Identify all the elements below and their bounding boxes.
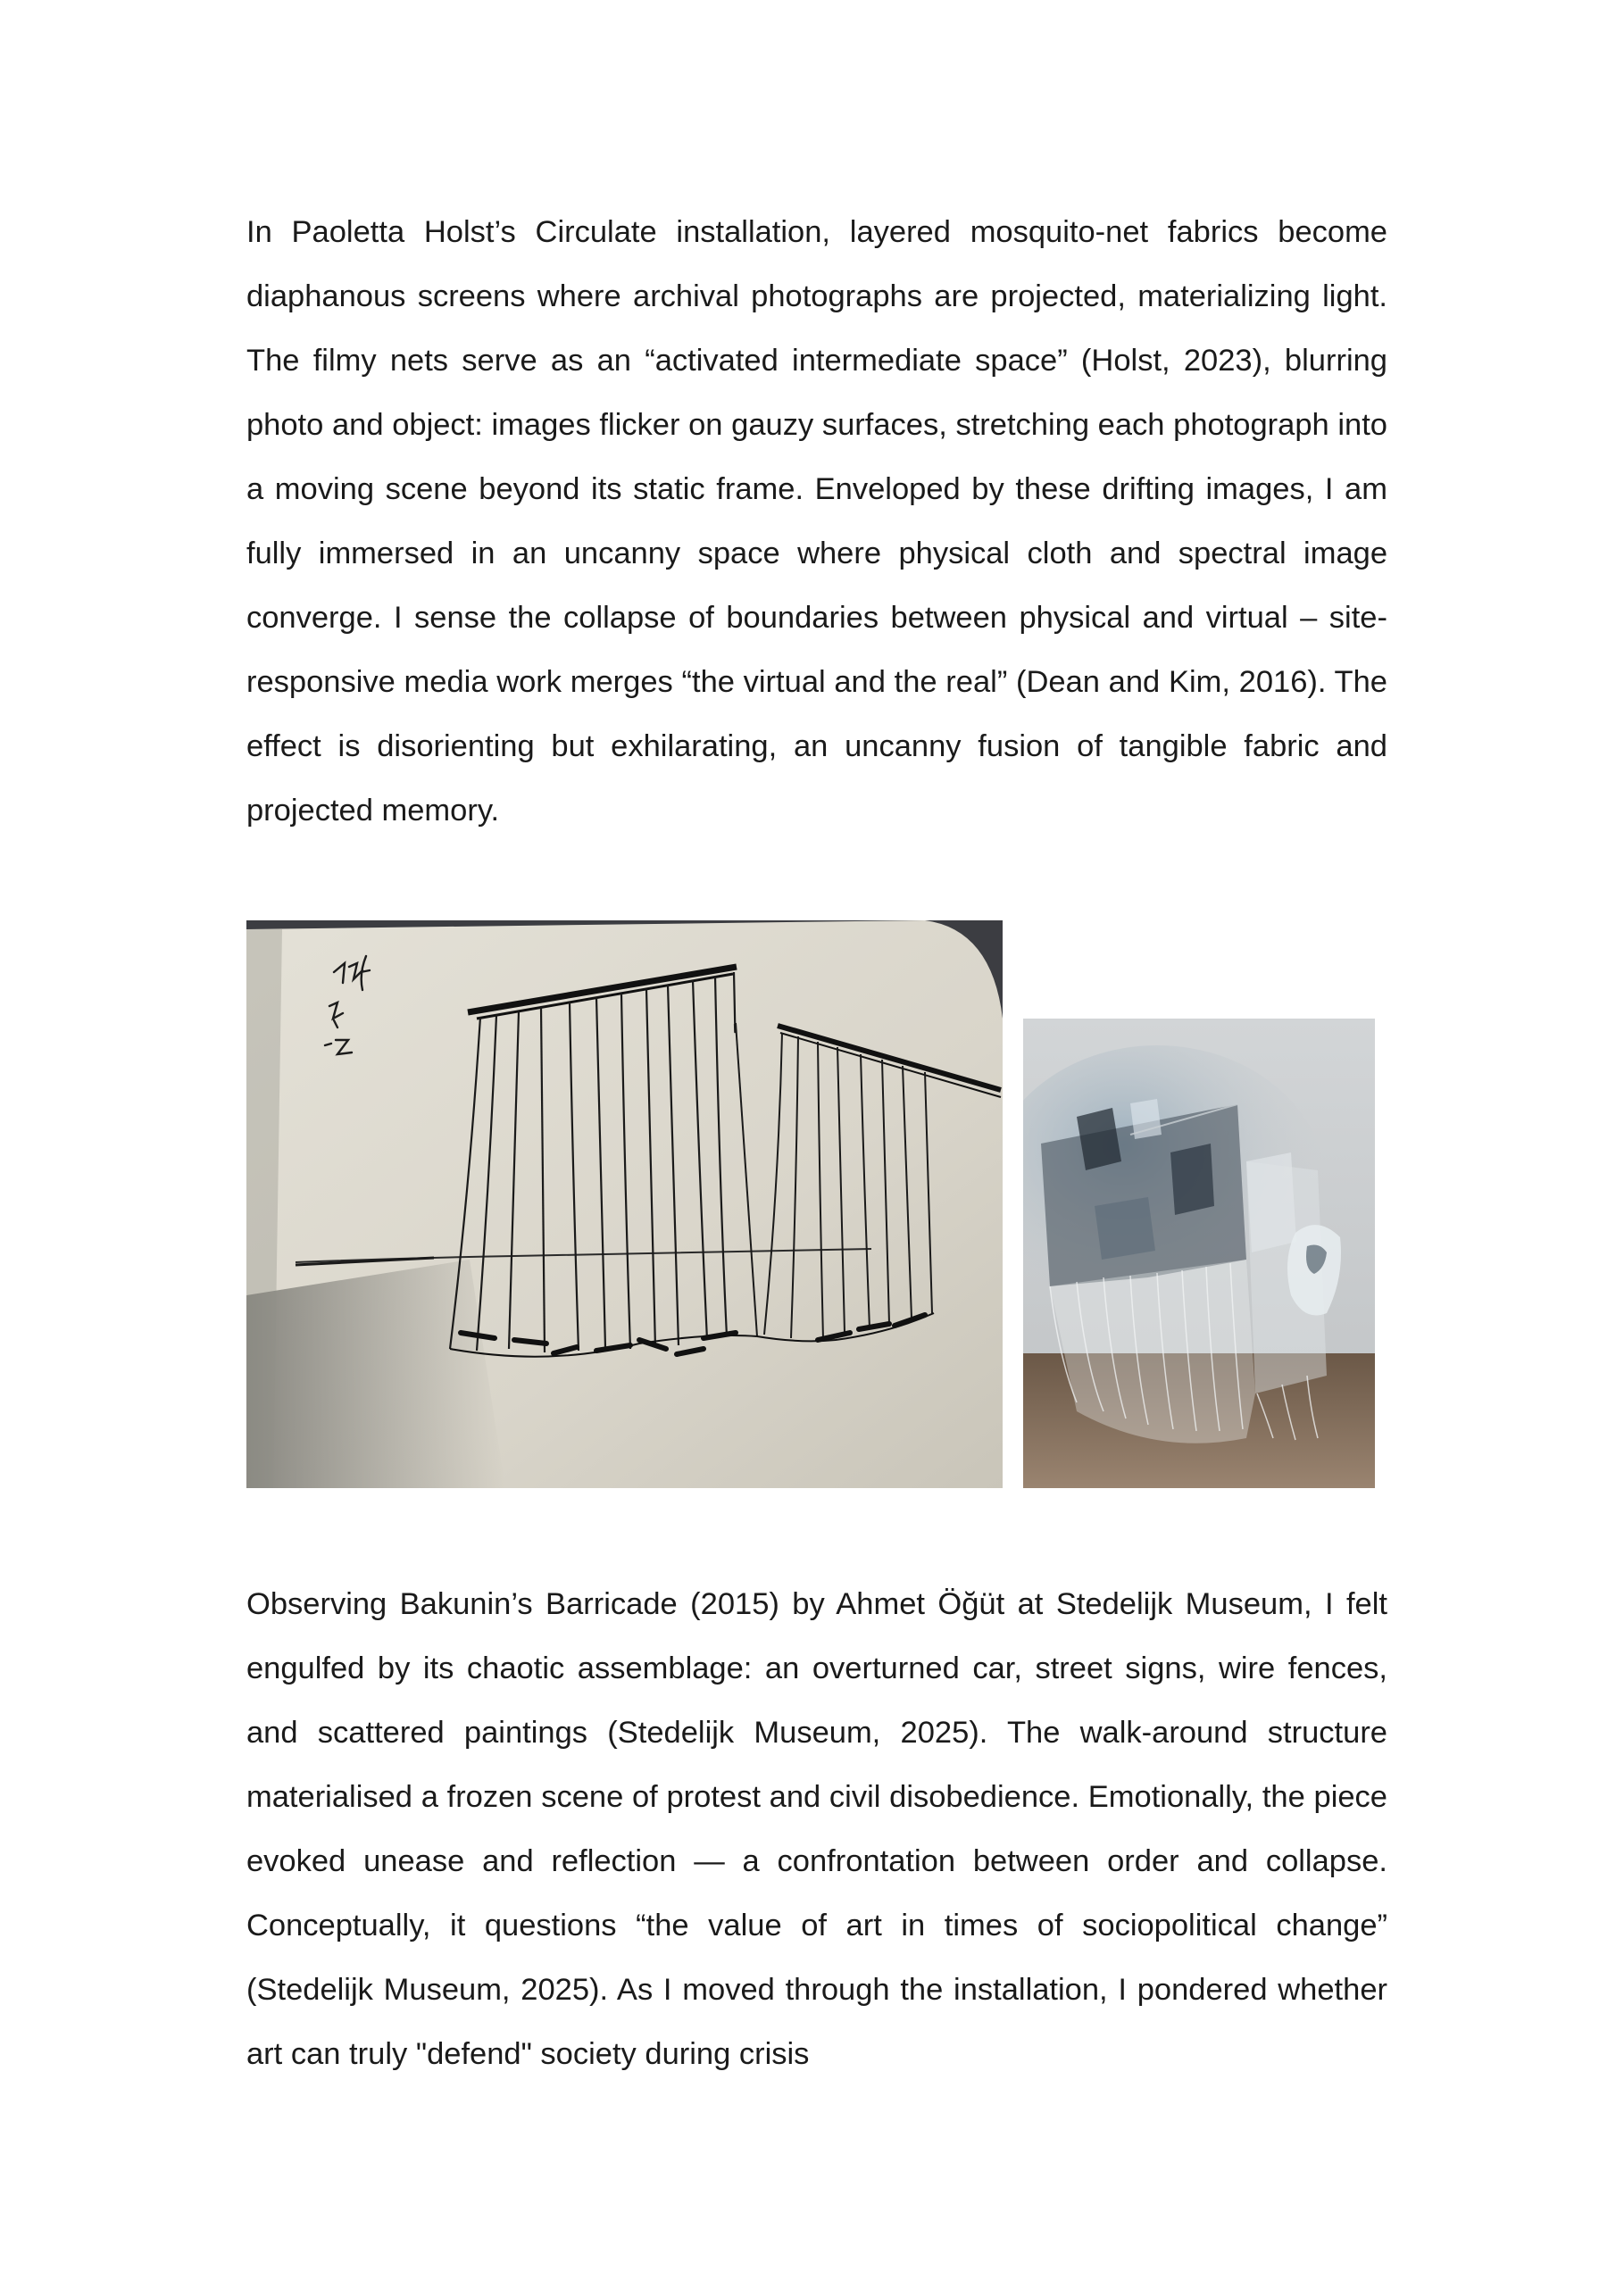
sketch-drawing xyxy=(246,920,1003,1488)
installation-image xyxy=(1023,1019,1375,1488)
paragraph-circulate: In Paoletta Holst’s Circulate installation, layered mosquito-net fabrics become diaphanous screens where archival photographs are projected, materializing light. The filmy nets serve as an “activated intermediate space” (Holst, 2023), blurring photo and object: images flicker on gauzy surfaces, stretching each photograph into a moving scene beyond its static frame. Enveloped by these drifting images, I am fully immersed in an uncanny space where physical cloth and spectral image converge. I sense the collapse of boundaries between physical and virtual – site-responsive media work merges “the virtual and the real” (Dean and Kim, 2016). The effect is disorienting but exhilarating, an uncanny fusion of tangible fabric and projected memory. xyxy=(246,215,1387,828)
paragraph-bakunin: Observing Bakunin’s Barricade (2015) by Ahmet Öğüt at Stedelijk Museum, I felt engulfed by its chaotic assemblage: an overturned car, street signs, wire fences, and scattered paintings (Stedelijk Museum, 2025). The walk-around structure materialised a frozen scene of protest and civil disobedience. Emotionally, the piece evoked unease and reflection — a confrontation between order and collapse. Conceptually, it questions “the value of art in times of sociopolitical change” (Stedelijk Museum, 2025). As I moved through the installation, I pondered whether art can truly "defend" society during crisis xyxy=(246,1587,1387,2071)
sketch-photo xyxy=(246,920,1003,1488)
installation-photo xyxy=(1023,1019,1375,1488)
